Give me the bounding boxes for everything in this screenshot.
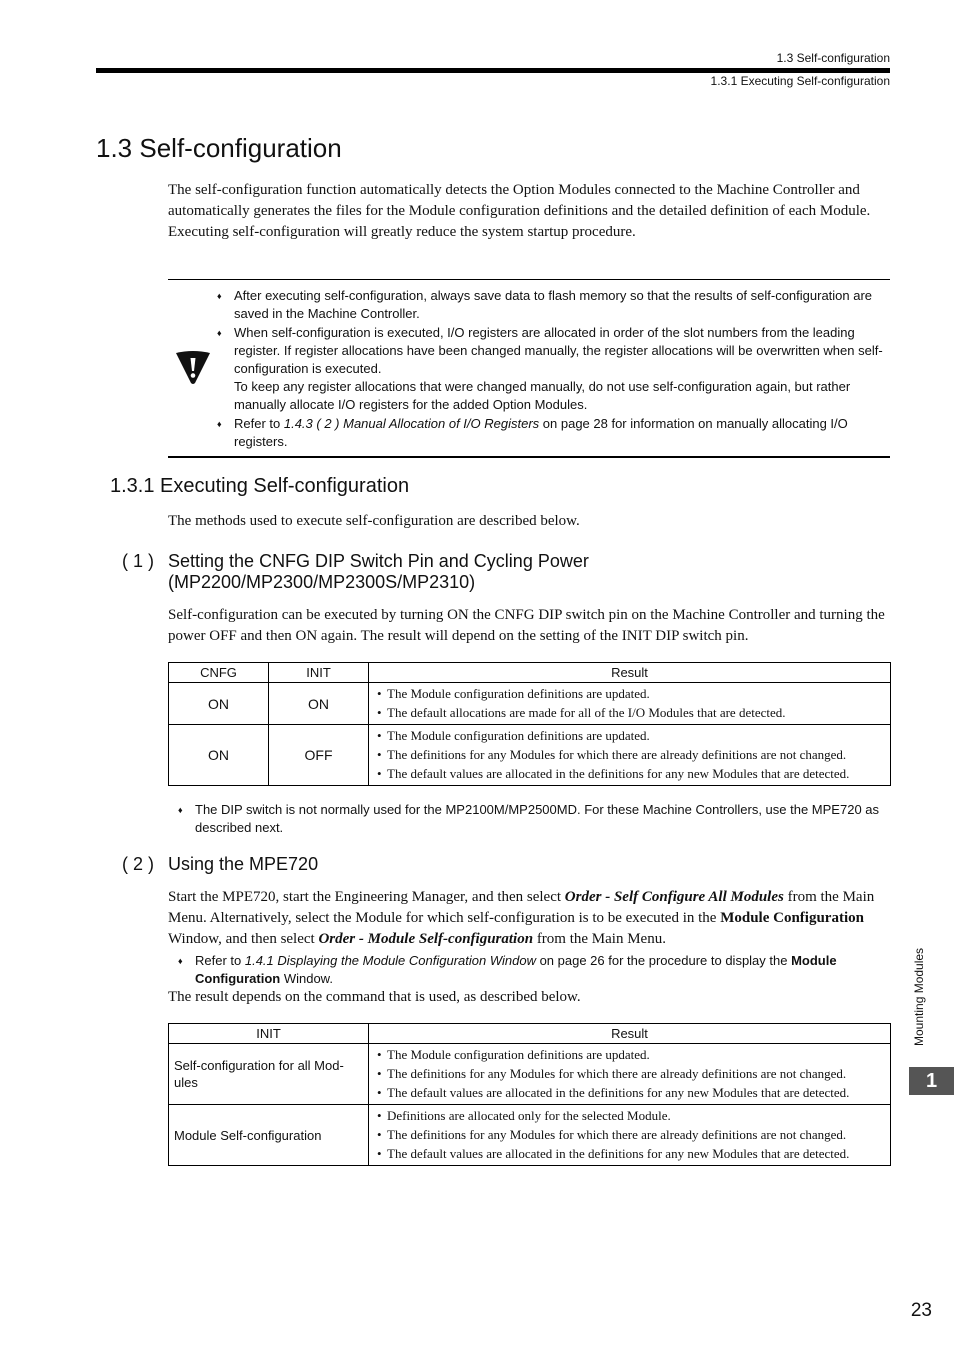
- menu-path: Order - Module Self-configuration: [318, 931, 534, 947]
- intro-paragraph: The self-configuration function automatically detects the Option Modules connected to the Machine Controller and automatically generates the files for the Module configuration definitions and the detailed definition of each Module. Executing self-configuration will greatly reduce the system startup procedure.: [168, 182, 871, 240]
- result-cell: • The Module configuration definitions are updated. • The default allocations are made for all of the I/O Modules that are detected.: [369, 683, 891, 725]
- header-rule: [96, 68, 890, 73]
- table-row: [169, 725, 891, 786]
- chapter-side-label: Mounting Modules: [912, 947, 926, 1046]
- caution-item: ♦ Refer to 1.4.3 ( 2 ) Manual Allocation of I/O Registers on page 28 for information on manually allocating I/O registers.: [217, 416, 848, 449]
- menu-path: Order - Self Configure All Modules: [564, 889, 784, 905]
- column-header: INIT: [269, 663, 369, 683]
- table-header-row: [169, 663, 891, 683]
- result-cell: • The Module configuration definitions are updated. • The definitions for any Modules for which there are already definitions are not changed. • The default values are allocated in the definitions for any new Modules that are detected.: [369, 725, 891, 786]
- init-cell: Self-configuration for all Mod-ules: [169, 1044, 369, 1105]
- column-header: Result: [369, 1024, 891, 1044]
- dip-switch-table: [168, 662, 891, 786]
- column-header: INIT: [169, 1024, 369, 1044]
- method-2-result-intro: The result depends on the command that is used, as described below.: [168, 989, 581, 1005]
- table-row: [169, 1044, 891, 1105]
- method-1-title-models: (MP2200/MP2300/MP2300S/MP2310): [168, 572, 476, 592]
- column-header: Result: [369, 663, 891, 683]
- window-name: Module Configuration: [720, 910, 864, 926]
- caution-item-continued: To keep any register allocations that were changed manually, do not use self-configuration again, but rather manually allocate I/O registers for the added Option Modules.: [234, 379, 851, 412]
- mpe720-table: [168, 1023, 891, 1166]
- method-1-heading: [168, 551, 868, 593]
- caution-icon: [173, 350, 213, 386]
- method-2-reference: ♦ Refer to 1.4.1 Displaying the Module Configuration Window on page 26 for the procedure to display the Module Configuration Window.: [178, 953, 837, 986]
- table-row: [169, 683, 891, 725]
- method-2-title: Using the MPE720: [168, 854, 319, 874]
- init-cell: Module Self-configuration: [169, 1105, 369, 1166]
- subsection-intro: The methods used to execute self-configuration are described below.: [168, 513, 580, 529]
- method-2-number: ( 2 ): [122, 854, 155, 874]
- subsection-title: 1.3.1 Executing Self-configuration: [110, 475, 410, 497]
- caution-item: ♦ When self-configuration is executed, I/O registers are allocated in order of the slot numbers from the leading register. If register allocations have been changed manually, the register allocations will be overwritten when self-configuration is executed.: [217, 325, 883, 376]
- header-subsection: 1.3.1 Executing Self-configuration: [710, 74, 890, 88]
- cross-reference: 1.4.1 Displaying the Module Configuration Window: [244, 953, 536, 968]
- header-section: 1.3 Self-configuration: [776, 51, 890, 65]
- column-header: CNFG: [169, 663, 269, 683]
- table-row: [169, 1105, 891, 1166]
- cross-reference: 1.4.3 ( 2 ) Manual Allocation of I/O Registers: [283, 416, 540, 431]
- result-cell: • The Module configuration definitions are updated. • The definitions for any Modules for which there are already definitions are not changed. • The default values are allocated in the definitions for any new Modules that are detected.: [369, 1044, 891, 1105]
- method-1-number: ( 1 ): [122, 551, 155, 571]
- caution-list: [217, 287, 884, 451]
- caution-item: ♦ After executing self-configuration, always save data to flash memory so that the results of self-configuration are saved in the Machine Controller.: [217, 288, 873, 321]
- page-title: 1.3 Self-configuration: [96, 133, 342, 163]
- table-header-row: [169, 1024, 891, 1044]
- method-1-title: Setting the CNFG DIP Switch Pin and Cycling Power: [168, 551, 589, 571]
- method-2-text: Start the MPE720, start the Engineering Manager, and then select Order - Self Configure All Modules from the Main Menu. Alternatively, select the Module for which self-configuration is to be executed in the Module Configuration Window, and then select Order - Module Self-configuration from the Main Menu.: [168, 889, 875, 947]
- dip-switch-note: ♦ The DIP switch is not normally used for the MP2100M/MP2500MD. For these Machine Controllers, use the MPE720 as described next.: [178, 802, 880, 835]
- chapter-number-tab: 1: [909, 1067, 954, 1095]
- cnfg-cell: ON: [169, 683, 269, 725]
- method-1-text: Self-configuration can be executed by turning ON the CNFG DIP switch pin on the Machine Controller and turning the power OFF and then ON again. The result will depend on the setting of the INIT DIP switch pin.: [168, 607, 885, 644]
- page-number: 23: [910, 1300, 932, 1321]
- result-cell: • Definitions are allocated only for the selected Module. • The definitions for any Modules for which there are already definitions are not changed. • The default values are allocated in the definitions for any new Modules that are detected.: [369, 1105, 891, 1166]
- cnfg-cell: ON: [169, 725, 269, 786]
- init-cell: ON: [269, 683, 369, 725]
- init-cell: OFF: [269, 725, 369, 786]
